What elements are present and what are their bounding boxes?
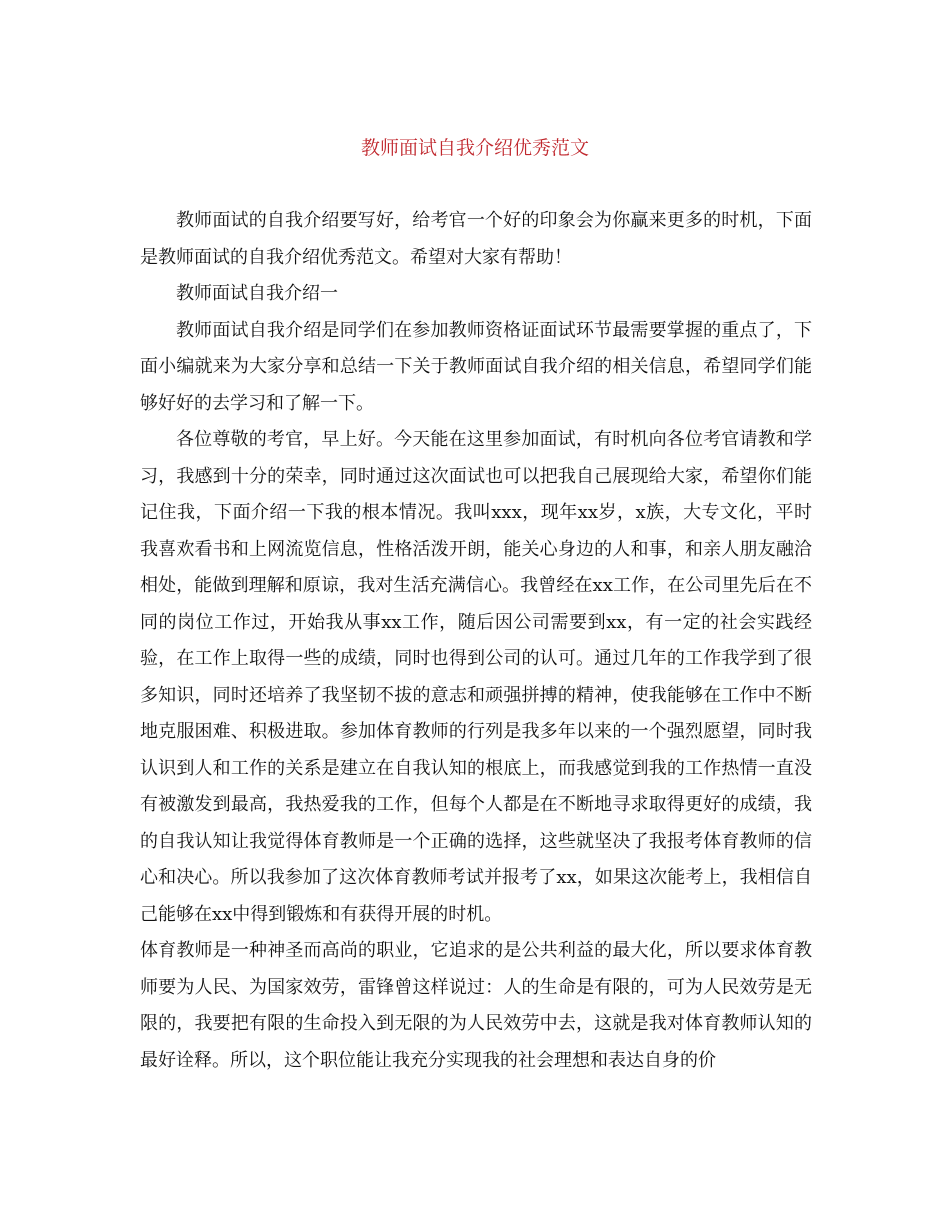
section-heading: 教师面试自我介绍一: [176, 283, 338, 304]
paragraph-teacher-profession: 体育教师是一种神圣而高尚的职业，它追求的是公共利益的最大化，所以要求体育教师要为人民、为国家效劳，雷锋曾这样说过：人的生命是有限的，可为人民效劳是无限的，我要把有限的生命投入到无限的为人民效劳中去，这就是我对体育教师认知的最好诠释。所以，这个职位能让我充分实现我的社会理想和表达自身的价: [140, 940, 812, 1071]
document-title: 教师面试自我介绍优秀范文: [360, 137, 589, 159]
document-body: [140, 203, 812, 1079]
paragraph-self-introduction: 各位尊敬的考官，早上好。今天能在这里参加面试，有时机向各位考官请教和学习，我感到十分的荣幸，同时通过这次面试也可以把我自己展现给大家，希望你们能记住我，下面介绍一下我的根本情况。我叫xxx，现年xx岁，x族，大专文化，平时我喜欢看书和上网流览信息，性格活泼开朗，能关心身边的人和事，和亲人朋友融洽相处，能做到理解和原谅，我对生活充满信心。我曾经在xx工作，在公司里先后在不同的岗位工作过，开始我从事xx工作，随后因公司需要到xx，有一定的社会实践经验，在工作上取得一些的成绩，同时也得到公司的认可。通过几年的工作我学到了很多知识，同时还培养了我坚韧不拔的意志和顽强拼搏的精神，使我能够在工作中不断地克服困难、积极进取。参加体育教师的行列是我多年以来的一个强烈愿望，同时我认识到人和工作的关系是建立在自我认知的根底上，而我感觉到我的工作热情一直没有被激发到最高，我热爱我的工作，但每个人都是在不断地寻求取得更好的成绩，我的自我认知让我觉得体育教师是一个正确的选择，这些就坚决了我报考体育教师的信心和决心。所以我参加了这次体育教师考试并报考了xx，如果这次能考上，我相信自己能够在xx中得到锻炼和有获得开展的时机。: [140, 429, 812, 925]
paragraph-overview: 教师面试自我介绍是同学们在参加教师资格证面试环节最需要掌握的重点了，下面小编就来为大家分享和总结一下关于教师面试自我介绍的相关信息，希望同学们能够好好的去学习和了解一下。: [140, 319, 812, 414]
paragraph-intro: 教师面试的自我介绍要写好，给考官一个好的印象会为你赢来更多的时机，下面是教师面试的自我介绍优秀范文。希望对大家有帮助！: [140, 210, 812, 268]
